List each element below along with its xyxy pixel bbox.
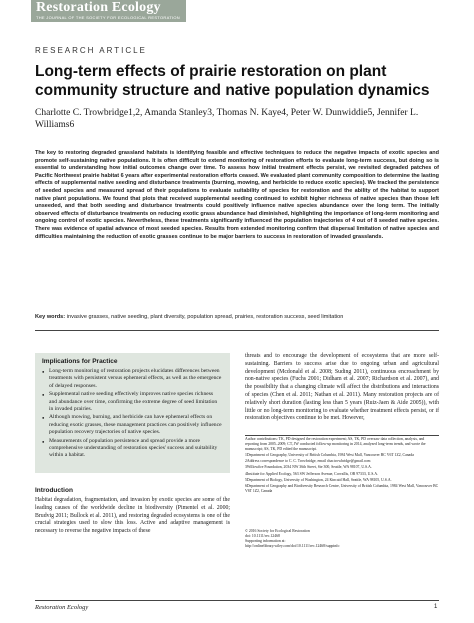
implications-list <box>42 368 222 461</box>
affiliation: 3Willowfire Foundation, 2034 NW 36th Street, Ste 300, Seattle, WA 98107, U.S.A. <box>245 465 372 470</box>
section-divider <box>35 330 439 331</box>
implications-title: Implications for Practice <box>42 358 118 365</box>
affiliation: 6Department of Geography and Biodiversity Research Centre, University of British Columbia, 1984 West Mall, Vancouver BC V6T 1Z2, Canada <box>245 483 439 493</box>
affiliation: 1Department of Geography, University of British Columbia, 1984 West Mall, Vancouver BC V6T 1Z2, Canada <box>245 453 414 458</box>
list-item: ● Supplemental native seeding effectively improves native species richness and abundance over time, confirming the extreme degree of seed limitation in invaded prairies. <box>42 391 222 413</box>
correspondence: 2Address correspondence to C. C. Trowbridge, email char.trowbridge@gmail.com <box>245 459 371 464</box>
list-item: ● Long-term monitoring of restoration projects elucidates differences between treatments with persistent versus ephemeral effects, as well as the emergence of delayed responses. <box>42 368 222 390</box>
affiliation: 5Department of Biology, University of Washington, 24 Kincaid Hall, Seattle, WA 98105, U.S.A. <box>245 477 392 482</box>
abstract: The key to restoring degraded grassland habitats is identifying feasible and effective techniques to reduce the negative impacts of exotic species and promote self-sustaining native populations. It is often difficult to extend monitoring of restoration efforts to evaluate long-term success, but doing so is essential to understanding how initial outcomes change over time. To assess how initial treatment effects persist, we revisited degraded patches of Pacific Northwest prairie habitat 6 years after experimental restoration efforts ceased. We evaluated plant community composition to determine the lasting effects of supplemental native seeding and disturbance treatments (burning, mowing, and herbicide to reduce exotic species). We tracked the persistence of seeded species and measured spread of their populations to evaluate suitability of species for restoration and the ability of the habitat to support native plant populations. We found that plots that received supplemental seeding continued to exhibit higher richness of native species than those left unseeded, and that both seeding and disturbance treatments could positively influence native species abundance over the long term. The initially observed effects of disturbance treatments on reducing exotic grass abundance had diminished, highlighting the importance of long-term monitoring and ongoing control of exotic species. Nevertheless, these treatments significantly influenced the population trajectories of 4 out of 8 seeded native species. There was evidence of spatial advance of most seeded species. Results from extended monitoring confirm that dispersal limitation of native species and difficulties maintaining the reduction of exotic grasses continue to be major barriers to success in restoration of invaded grasslands. <box>35 150 439 240</box>
page-number: 1 <box>434 604 438 610</box>
keywords <box>35 314 439 321</box>
copyright-block <box>245 529 439 549</box>
introduction-text: Habitat degradation, fragmentation, and invasion by exotic species are some of the leading causes of the worldwide decline in biodiversity (Pimentel et al. 2000; Brudvig 2011; Bullock et al. 2011), and restoring degraded ecosystems is one of the crucial strategies used to slow this loss. Active and adaptive management is necessary to reverse the negative impacts of these <box>35 497 230 535</box>
list-item: ● Although mowing, burning, and herbicide can have ephemeral effects on reducing exotic grasses, these management practices can positively influence population recovery trajectories of native species. <box>42 414 222 436</box>
introduction-heading: Introduction <box>35 487 73 494</box>
doi: doi: 10.1111/rec.12468 <box>245 534 280 539</box>
affiliation: 4Institute for Applied Ecology, 563 SW Jefferson Avenue, Corvallis, OR 97333, U.S.A. <box>245 471 379 476</box>
supporting-info-label: Supporting information at: <box>245 539 286 544</box>
keywords-text: invasive grasses, native seeding, plant diversity, population spread, prairies, restoration success, seed limitation <box>66 314 344 320</box>
keywords-label: Key words: <box>35 314 66 320</box>
footer-journal-name: Restoration Ecology <box>35 604 89 611</box>
author-contributions: Author contributions: TK, PD designed the restoration experiment; AS, TK, PD oversaw data collection, analysis, and reporting from 2005–2009; CT, JW conducted follow-up monitoring in 2014, analyzed long-term trends, and wrote the manuscript; AS, TK, PD edited the manuscript. <box>245 437 426 452</box>
right-column-text: threats and to encourage the development of ecosystems that are more self-sustaining. Barriers to success arise due to ongoing urban and agricultural development (Mcdonald et al. 2008; Suding 2011), continuous encroachment by non-native species (Fuchs 2001; Didham et al. 2007; Richardson et al. 2007), and the possibility that a changing climate will affect the distributions and interactions of species (Chen et al. 2011; Nathan et al. 2011). Many restoration projects are of relatively short duration (lasting less than 5 years (Ruiz-Jaen & Aide 2005)), with little or no long-term monitoring to evaluate whether treatment effects persist, or if restoration objectives continue to be met. However, <box>245 353 439 422</box>
list-item: ● Measurements of population persistence and spread provide a more comprehensive understanding of restoration species' success and suitability within a habitat. <box>42 438 222 460</box>
journal-subtitle: THE JOURNAL OF THE SOCIETY FOR ECOLOGICAL RESTORATION <box>36 15 180 20</box>
copyright-line: © 2016 Society for Ecological Restoration <box>245 529 310 533</box>
supporting-info-link[interactable]: http://onlinelibrary.wiley.com/doi/10.1111/rec.12468/suppinfo <box>245 544 340 549</box>
article-title: Long-term effects of prairie restoration on plant community structure and native population dynamics <box>35 63 430 99</box>
article-type: RESEARCH ARTICLE <box>35 46 147 55</box>
journal-name: Restoration Ecology <box>36 0 161 15</box>
author-notes <box>245 437 439 495</box>
author-list: Charlotte C. Trowbridge1,2, Amanda Stanley3, Thomas N. Kaye4, Peter W. Dunwiddie5, Jennifer L. Williams6 <box>35 108 419 130</box>
footer-divider <box>35 600 439 601</box>
notes-divider <box>245 435 439 436</box>
